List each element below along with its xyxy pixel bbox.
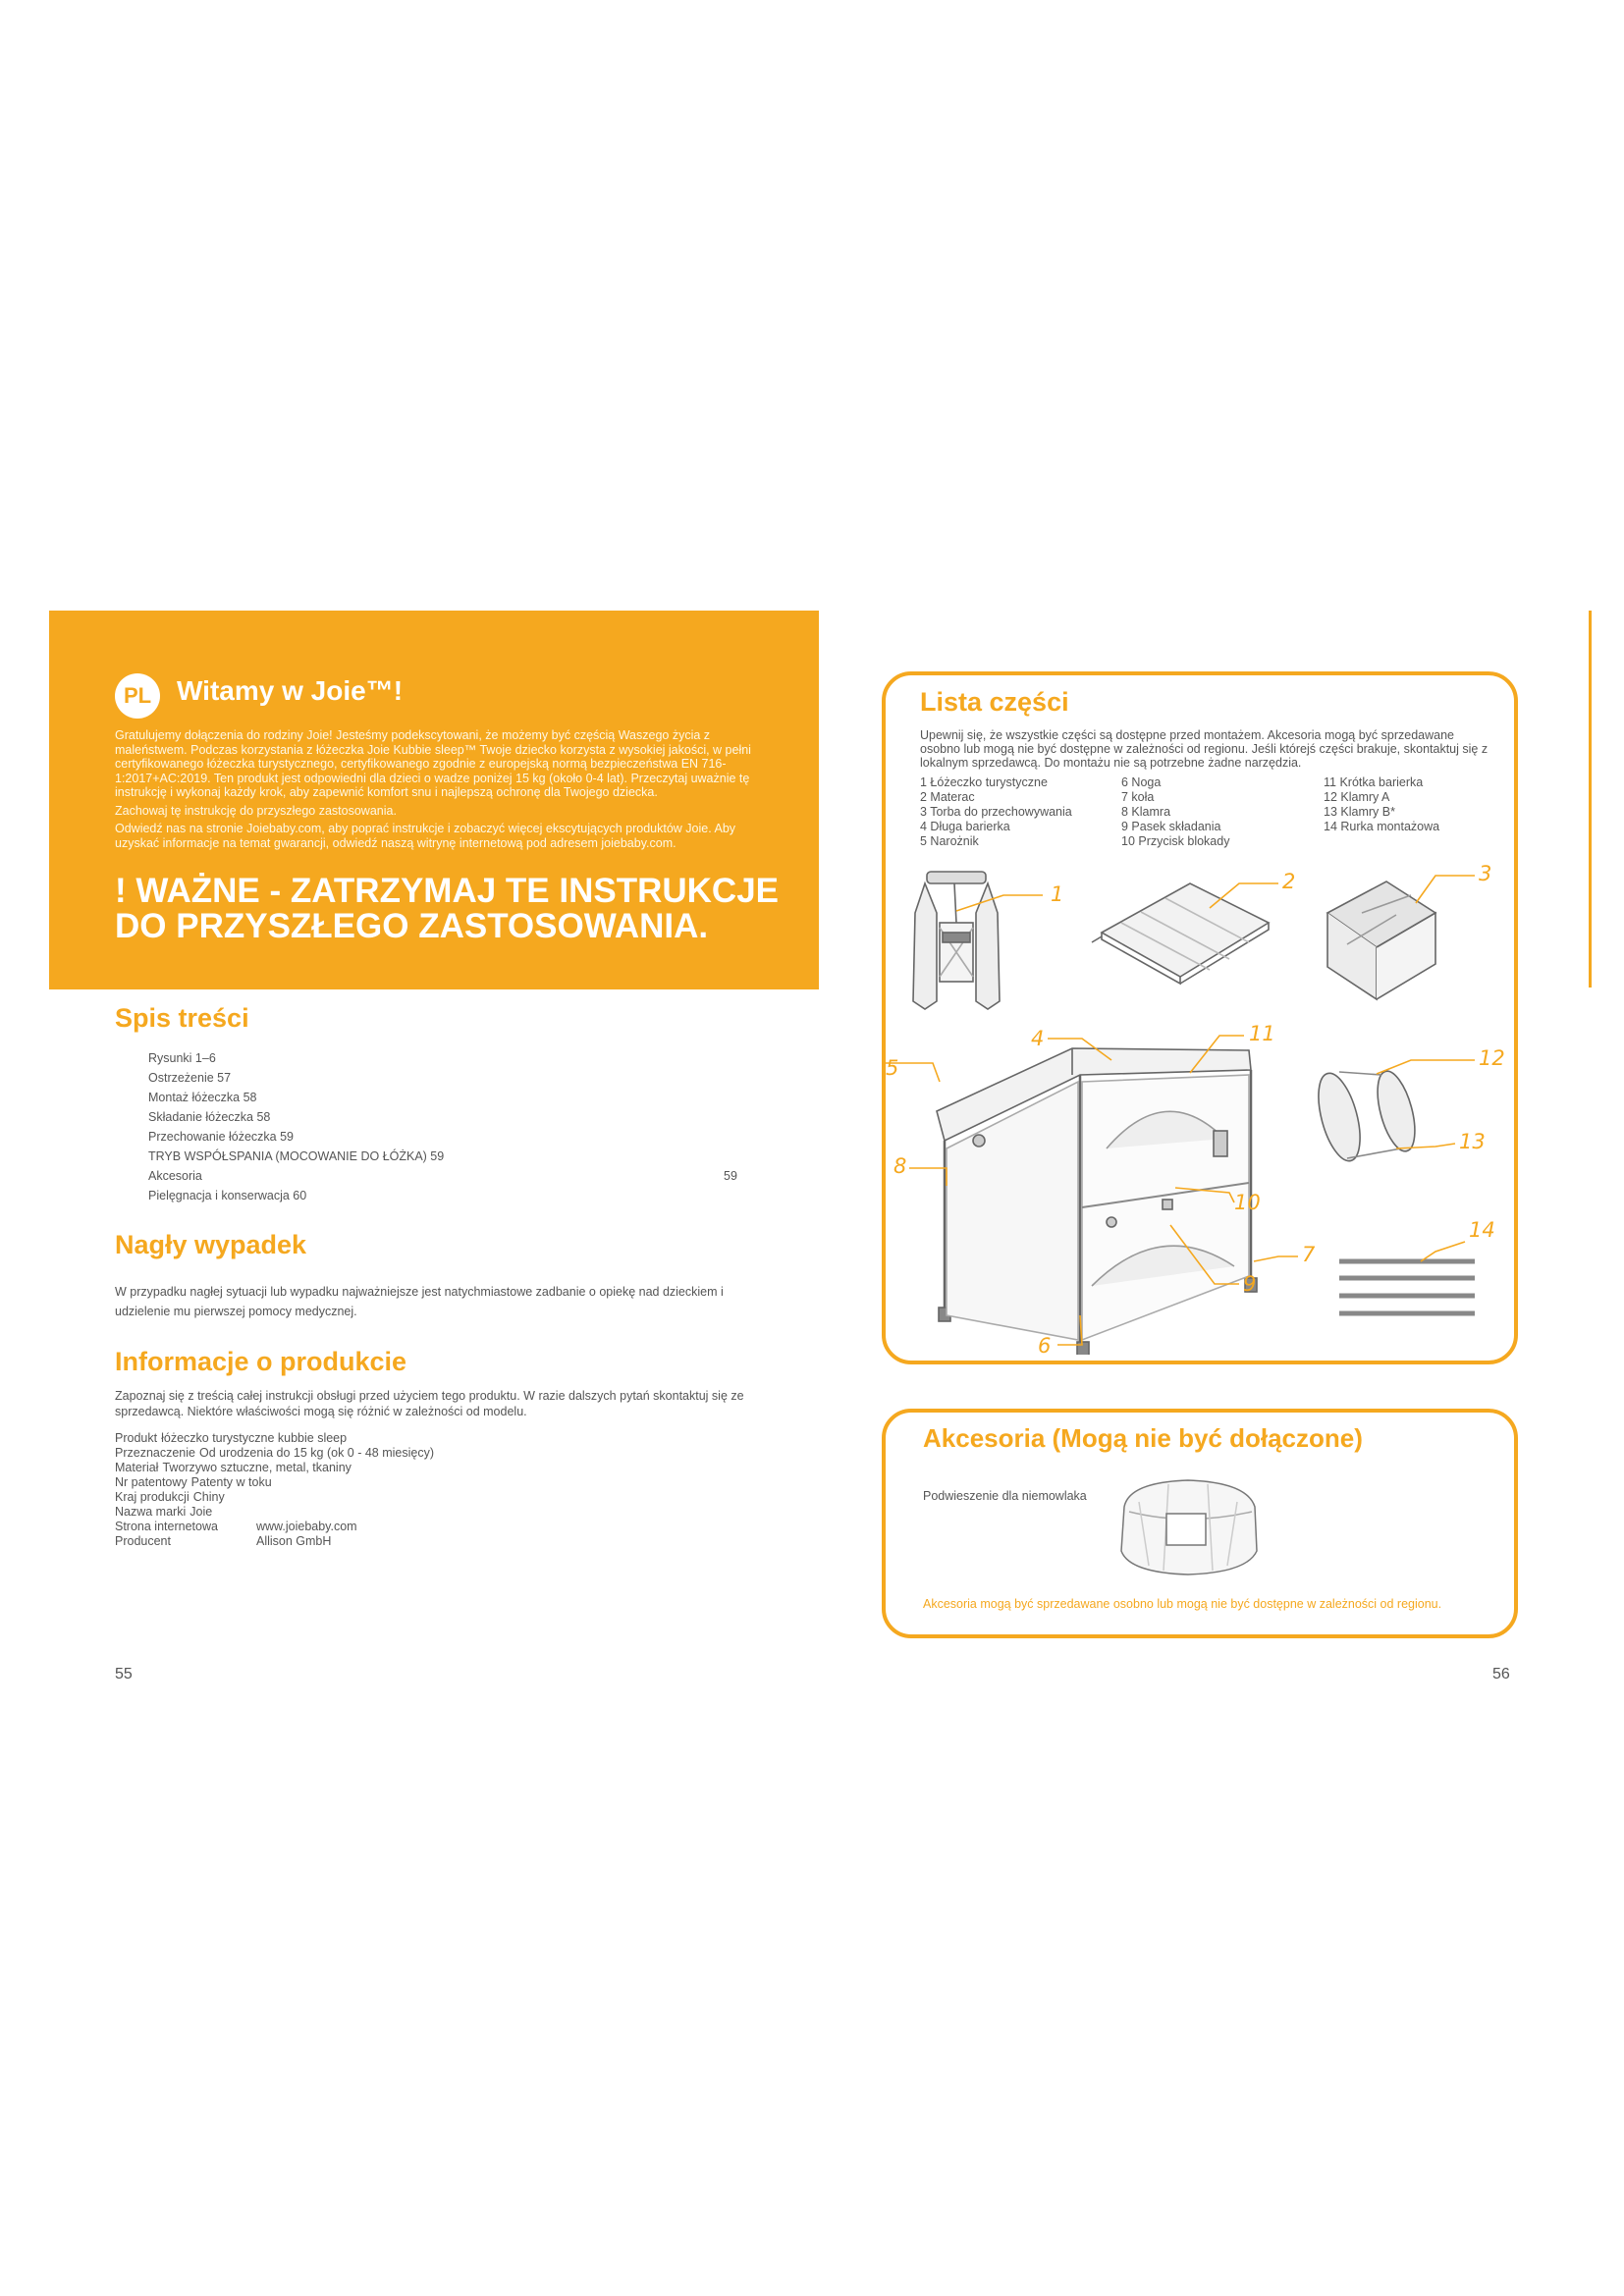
spec-row: Producent Allison GmbH [115,1534,332,1548]
callout-label: 8 [893,1154,907,1178]
callout-label: 11 [1249,1022,1275,1045]
spec-row: Kraj produkcji Chiny [115,1490,225,1504]
callout-label: 5 [886,1056,899,1080]
part-item: 1 Łóżeczko turystyczne [920,775,1048,789]
mattress-drawing [1092,883,1269,984]
callout-label: 3 [1479,862,1492,885]
callout-label: 4 [1031,1027,1045,1050]
toc-item: Akcesoria 59 [148,1169,737,1183]
folded-crib-drawing [913,872,1000,1009]
assembly-tubes-drawing [1339,1261,1475,1313]
callout-label: 10 [1234,1191,1261,1214]
parts-illustration [886,854,1514,1355]
language-badge: PL [115,673,160,719]
toc-item: Przechowanie łóżeczka 59 [148,1130,294,1144]
welcome-title: Witamy w Joie™! [177,675,404,706]
page-number: 55 [115,1666,133,1682]
toc-list [148,1048,737,1205]
parts-column [1324,775,1439,834]
parts-list-intro: Upewnij się, że wszystkie części są dostępne przed montażem. Akcesoria mogą być sprzedawane osobno lub mogą nie być dostępne w zależności od regionu. Jeśli którejś części brakuje, skontaktuj się z lokalnym sprzedawcą. Do montażu nie są potrzebne żadne narzędzia. [920,728,1489,770]
toc-title: Spis treści [115,1003,249,1033]
callout-label: 1 [1051,882,1064,906]
toc-item: Pielęgnacja i konserwacja 60 [148,1189,307,1202]
toc-item: Składanie łóżeczka 58 [148,1110,271,1124]
part-item: 12 Klamry A [1324,790,1390,804]
callout-label: 12 [1479,1046,1505,1070]
product-info-text: Zapoznaj się z treścią całej instrukcji obsługi przed użyciem tego produktu. W razie dalszych pytań skontaktuj się ze sprzedawcą. Niektóre właściwości mogą się różnić w zależności od modelu. [115,1389,744,1418]
part-item: 4 Długa barierka [920,820,1010,833]
part-item: 11 Krótka barierka [1324,775,1424,789]
parts-list-title: Lista części [920,687,1069,717]
welcome-text [115,728,753,854]
part-item: 8 Klamra [1121,805,1171,819]
emergency-text: W przypadku nagłej sytuacji lub wypadku najważniejsze jest natychmiastowe zadbanie o opiekę nad dzieckiem i udzielenie mu pierwszej pomocy medycznej. [115,1285,724,1318]
part-item: 3 Torba do przechowywania [920,805,1072,819]
welcome-paragraph: Odwiedź nas na stronie Joiebaby.com, aby poprać instrukcje i zobaczyć więcej ekscytujących produktów Joie. Aby uzyskać informacje na temat gwarancji, odwiedź naszą witrynę internetową pod adresem joiebaby.com. [115,822,736,850]
toc-item: TRYB WSPÓŁSPANIA (MOCOWANIE DO ŁÓŻKA) 59 [148,1149,445,1163]
toc-item: Ostrzeżenie 57 [148,1071,232,1085]
toc-item: Rysunki 1–6 [148,1051,216,1065]
assembled-crib-drawing [937,1048,1257,1355]
part-item: 2 Materac [920,790,975,804]
accessories-title: Akcesoria (Mogą nie być dołączone) [923,1423,1363,1453]
part-item: 5 Narożnik [920,834,979,848]
parts-column [1121,775,1229,849]
callout-label: 13 [1459,1130,1486,1153]
parts-column [920,775,1072,849]
product-info-title: Informacje o produkcie [115,1347,407,1376]
callout-label: 14 [1469,1218,1495,1242]
clamps-drawing [1311,1067,1423,1165]
spec-row: Przeznaczenie Od urodzenia do 15 kg (ok 0 - 48 miesięcy) [115,1446,435,1460]
callout-label: 9 [1243,1272,1257,1296]
product-specs [115,1431,606,1549]
page-edge-line [1589,611,1592,988]
spec-row: Nazwa marki Joie [115,1505,213,1519]
part-item: 14 Rurka montażowa [1324,820,1440,833]
part-item: 9 Pasek składania [1121,820,1221,833]
part-item: 7 koła [1121,790,1155,804]
accessories-note: Akcesoria mogą być sprzedawane osobno lub mogą nie być dostępne w zależności od regionu. [923,1597,1442,1611]
toc-item: Montaż łóżeczka 58 [148,1091,257,1104]
welcome-paragraph: Gratulujemy dołączenia do rodziny Joie! Jesteśmy podekscytowani, że możemy być częścią Waszego życia z maleństwem. Podczas korzystania z łóżeczka Joie Kubbie sleep™ Twoje dziecko korzysta z wysokiej jakości, w pełni certyfikowanego łóżeczka turystycznego, certyfikowanego zgodnie z europejską normą bezpieczeństwa EN 716-1:2017+AC:2019. Ten produkt jest odpowiedni dla dzieci o wadze poniżej 15 kg (około 0-4 lat). Przeczytaj uważnie tę instrukcję i wykonaj każdy krok, aby zapewnić komfort snu i najlepszą ochronę dla Twojego dziecka. [115,728,751,799]
important-title: ! WAŻNE - ZATRZYMAJ TE INSTRUKCJE DO PRZYSZŁEGO ZASTOSOWANIA. [115,872,780,945]
bassinet-drawing [1110,1472,1267,1580]
callout-label: 6 [1038,1334,1052,1355]
page-number: 56 [1492,1666,1510,1682]
spec-row: Strona internetowa www.joiebaby.com [115,1520,357,1533]
welcome-paragraph: Zachowaj tę instrukcję do przyszłego zastosowania. [115,803,397,818]
callout-label: 2 [1282,870,1296,893]
emergency-title: Nagły wypadek [115,1230,307,1259]
callout-label: 7 [1302,1243,1316,1266]
spec-row: Produkt łóżeczko turystyczne kubbie sleep [115,1431,348,1445]
part-item: 10 Przycisk blokady [1121,834,1230,848]
accessory-item: Podwieszenie dla niemowlaka [923,1489,1087,1503]
spec-row: Nr patentowy Patenty w toku [115,1475,272,1489]
part-item: 6 Noga [1121,775,1162,789]
part-item: 13 Klamry B* [1324,805,1395,819]
spec-row: Materiał Tworzywo sztuczne, metal, tkaniny [115,1461,352,1474]
